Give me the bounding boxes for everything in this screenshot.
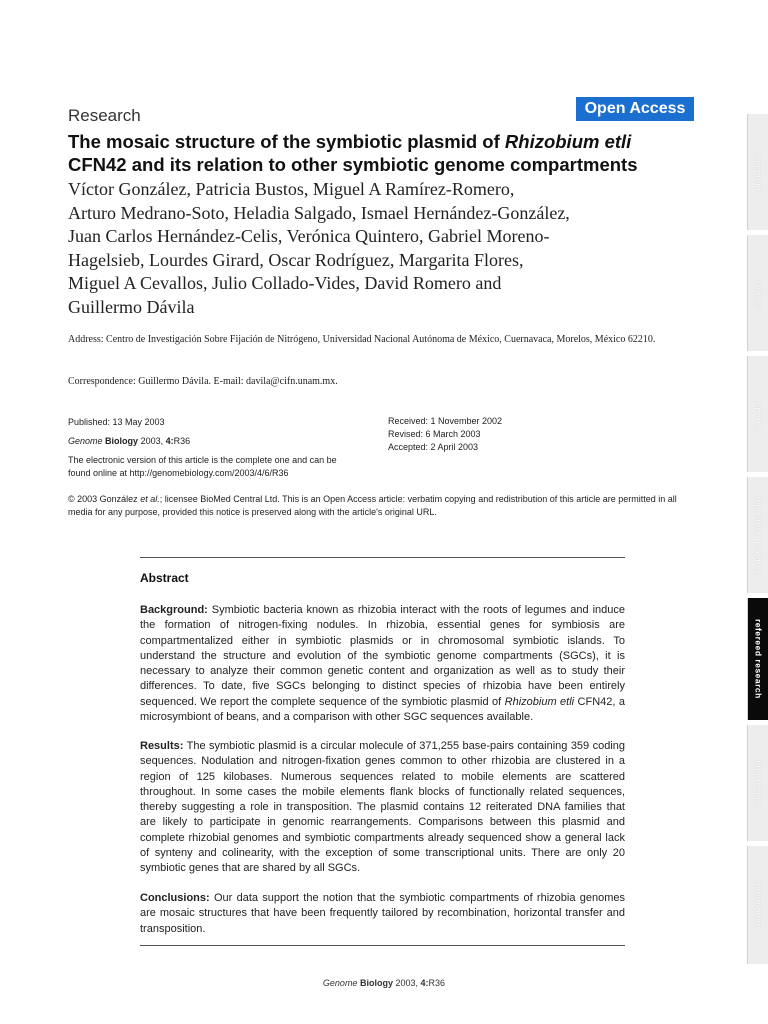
- conclusions-text: transposition.: [140, 922, 206, 935]
- abstract-top-rule: [140, 557, 625, 558]
- citation-journal-biology: Biology: [105, 436, 139, 446]
- received-date: Received: 1 November 2002: [388, 416, 503, 426]
- author-line: Guillermo Dávila: [68, 296, 195, 317]
- side-tab-label: comment: [753, 152, 764, 192]
- conclusions-label: Conclusions:: [140, 892, 210, 904]
- background-label: Background:: [140, 604, 208, 616]
- abstract-results: [140, 739, 625, 877]
- accepted-date: Accepted: 2 April 2003: [388, 442, 479, 452]
- author-list: [68, 178, 668, 319]
- section-label: Research: [68, 106, 141, 125]
- author-line: Arturo Medrano-Soto, Heladia Salgado, Ismael Hernández-González,: [68, 202, 570, 223]
- citation-year: 2003,: [140, 436, 164, 446]
- copyright-etal: et al.: [140, 494, 160, 504]
- title-line2: CFN42 and its relation to other symbiotic genome compartments: [68, 154, 638, 175]
- background-text: sequenced. We report the complete sequence of the symbiotic plasmid of: [140, 695, 505, 708]
- citation-journal-genome: Genome: [68, 436, 103, 446]
- author-line: Víctor González, Patricia Bustos, Miguel A Ramírez-Romero,: [68, 179, 515, 199]
- results-text: sequences. Nodulation and nitrogen-fixation genes common to other rhizobia are clustered in a: [140, 755, 625, 768]
- side-tab-comment[interactable]: [747, 114, 768, 230]
- footer-journal-biology: Biology: [359, 978, 393, 988]
- background-text: Symbiotic bacteria known as rhizobia interact with the roots of legumes and induce: [207, 604, 625, 616]
- side-tab-deposited-research[interactable]: [747, 477, 768, 593]
- article-title: [68, 130, 708, 176]
- results-text: The symbiotic plasmid is a circular molecule of 371,255 base-pairs containing 359 coding: [183, 740, 625, 752]
- page-footer: [0, 978, 768, 988]
- citation: [68, 435, 368, 448]
- revised-date: Revised: 6 March 2003: [388, 429, 481, 439]
- correspondence: Correspondence: Guillermo Dávila. E-mail: davila@cifn.unam.mx.: [68, 376, 338, 387]
- footer-year: 2003,: [395, 978, 419, 988]
- copyright-line2: media for any purpose, provided this notice is preserved along with the article's original URL.: [68, 507, 437, 517]
- background-text: understand the structure and evolution of the symbiotic genome compartments (SGCs), it is: [140, 649, 625, 662]
- results-text: region of 125 kilobases. Numerous sequences related to mobile elements are scattered: [140, 770, 625, 783]
- side-tab-label: reviews: [753, 276, 764, 310]
- copyright-pre: © 2003 González: [68, 494, 141, 504]
- side-tab-label: deposited research: [753, 494, 764, 576]
- side-tab-label: information: [753, 881, 764, 929]
- published-date: Published: 13 May 2003: [68, 417, 165, 427]
- background-text: microsymbiont of beans, and a comparison with other SGC sequences available.: [140, 711, 534, 724]
- citation-article: R36: [173, 436, 191, 446]
- background-text: compartmentalized either in symbiotic plasmids or in chromosomal symbiotic islands. To: [140, 634, 625, 647]
- copyright-notice: [68, 493, 708, 519]
- results-text: of synteny and colinearity, with the exception of some transcriptional units. There are only 20: [140, 847, 625, 860]
- side-tab-information[interactable]: [747, 846, 768, 964]
- results-text: throughout. In some cases the mobile elements flank blocks of functionally related sequences,: [140, 785, 625, 798]
- background-text: the formation of nitrogen-fixing nodules. In rhizobia, essential genes for symbiosis are: [140, 619, 625, 632]
- results-text: thereby suggesting a role in transposition. The plasmid contains 12 reiterated DNA families that: [140, 801, 625, 814]
- abstract-heading: Abstract: [140, 571, 189, 585]
- author-line: Hagelsieb, Lourdes Girard, Oscar Rodríguez, Margarita Flores,: [68, 249, 524, 270]
- side-tab-interactions[interactable]: [747, 725, 768, 841]
- results-text: symbiotic genes that are shared by all SGCs.: [140, 862, 361, 875]
- side-tab-reports[interactable]: [747, 356, 768, 472]
- abstract-background: [140, 603, 625, 725]
- side-tab-reviews[interactable]: [747, 235, 768, 351]
- author-address: Address: Centro de Investigación Sobre Fijación de Nitrógeno, Universidad Nacional Autónoma de México, Cuernavaca, Morelos, México 62210.: [68, 334, 656, 345]
- side-tab-label: refereed research: [753, 619, 764, 699]
- footer-article: R36: [428, 978, 446, 988]
- results-label: Results:: [140, 740, 184, 752]
- side-tab-label: reports: [753, 399, 764, 429]
- results-text: complete rhizobial genomes and symbiotic compartments already sequenced show a general lack: [140, 831, 625, 844]
- author-line: Juan Carlos Hernández-Celis, Verónica Quintero, Gabriel Moreno-: [68, 226, 550, 246]
- citation-volume: 4:: [165, 436, 174, 446]
- author-line: Miguel A Cevallos, Julio Collado-Vides, David Romero and: [68, 273, 502, 293]
- footer-journal-genome: Genome: [322, 978, 358, 988]
- conclusions-text: Our data support the notion that the symbiotic compartments of rhizobia genomes: [209, 892, 625, 904]
- side-tab-refereed-research[interactable]: [747, 598, 768, 720]
- abstract-bottom-rule: [140, 945, 625, 946]
- title-organism: Rhizobium etli: [504, 131, 632, 152]
- publication-info: [68, 416, 368, 480]
- background-text: necessary to analyze their common genetic content and organization as well as to study their: [140, 665, 625, 678]
- open-access-badge: Open Access: [576, 97, 694, 121]
- side-tab-label: interactions: [753, 758, 764, 808]
- abstract-conclusions: [140, 891, 625, 937]
- electronic-note-line1: The electronic version of this article is the complete one and can be: [68, 455, 337, 465]
- copyright-post: ; licensee BioMed Central Ltd. This is an Open Access article: verbatim copying and redistribution of this article are permitted in all: [159, 494, 677, 504]
- title-line1: The mosaic structure of the symbiotic plasmid of: [68, 131, 505, 152]
- results-text: are likely to participate in genomic rearrangements. Comparisons between this plasmid and: [140, 816, 625, 829]
- background-organism: Rhizobium etli: [504, 695, 575, 708]
- conclusions-text: are mosaic structures that have been frequently tailored by recombination, horizontal transfer and: [140, 907, 625, 920]
- background-text: differences. To date, five SGCs belonging to distinct species of rhizobia have been entirely: [140, 680, 625, 693]
- background-text: CFN42, a: [574, 695, 625, 708]
- electronic-note-line2: found online at http://genomebiology.com/2003/4/6/R36: [68, 468, 289, 478]
- footer-volume: 4:: [420, 978, 429, 988]
- article-dates: [388, 415, 638, 454]
